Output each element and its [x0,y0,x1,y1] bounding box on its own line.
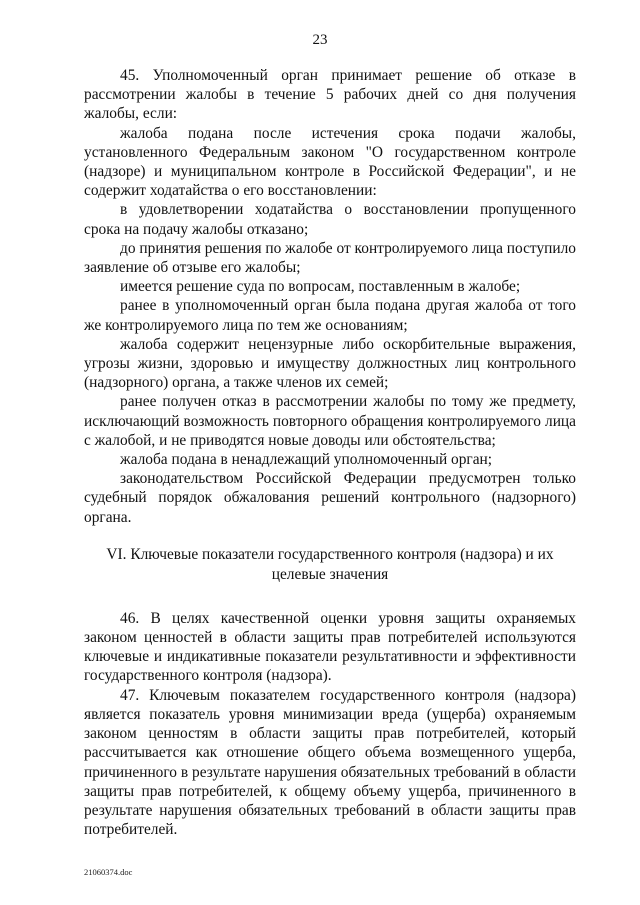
section-title [84,545,576,585]
section-title-line: целевые значения [271,565,389,583]
list-item: до принятия решения по жалобе от контролируемого лица поступило заявление об отзыве его жалобы; [84,239,576,277]
paragraph-45: 45. Уполномоченный орган принимает решение об отказе в рассмотрении жалобы в течение 5 рабочих дней со дня получения жалобы, если: [84,67,576,123]
list-item: жалоба содержит нецензурные либо оскорбительные выражения, угрозы жизни, здоровью и имуществу должностных лиц контрольного (надзорного) органа, а также членов их семей; [84,335,576,392]
footer-doc-id: 21060374.doc [84,867,133,877]
section-title-line: VI. Ключевые показатели государственного контроля (надзора) и их [106,545,554,563]
paragraph-46: 46. В целях качественной оценки уровня защиты охраняемых законом ценностей в области защиты прав потребителей используются ключевые и индикативные показатели результативности и эффективности государственного контроля (надзора). [84,609,576,685]
list-item: имеется решение суда по вопросам, поставленным в жалобе; [120,278,521,296]
list-item: жалоба подана после истечения срока подачи жалобы, установленного Федеральным законом "О государственном контроле (надзоре) и муниципальном контроле в Российской Федерации", и не содержит ходатайства о его восстановлении: [84,124,576,200]
list-item: жалоба подана в ненадлежащий уполномоченный орган; [120,451,493,469]
list-item: законодательством Российской Федерации предусмотрен только судебный порядок обжалования решений контрольного (надзорного) органа. [84,470,576,526]
paragraph-47: 47. Ключевым показателем государственного контроля (надзора) является показатель уровня минимизации вреда (ущерба) охраняемым законом ценностям в области защиты прав потребителей, который рассчитывается как отношение общего объема возмещенного ущерба, причиненного в результате нарушения обязательных требований в области защиты прав потребителей, к общему объему ущерба, причиненного в результате нарушения обязательных требований в области защиты прав потребителей. [84,686,576,839]
page-number: 23 [312,32,328,48]
document-body [84,66,576,839]
list-item: в удовлетворении ходатайства о восстановлении пропущенного срока на подачу жалобы отказано; [84,201,576,238]
list-item: ранее в уполномоченный орган была подана другая жалоба от того же контролируемого лица по тем же основаниям; [84,297,576,334]
list-item: ранее получен отказ в рассмотрении жалобы по тому же предмету, исключающий возможность повторного обращения контролируемого лица с жалобой, и не приводятся новые доводы или обстоятельства; [84,393,576,449]
